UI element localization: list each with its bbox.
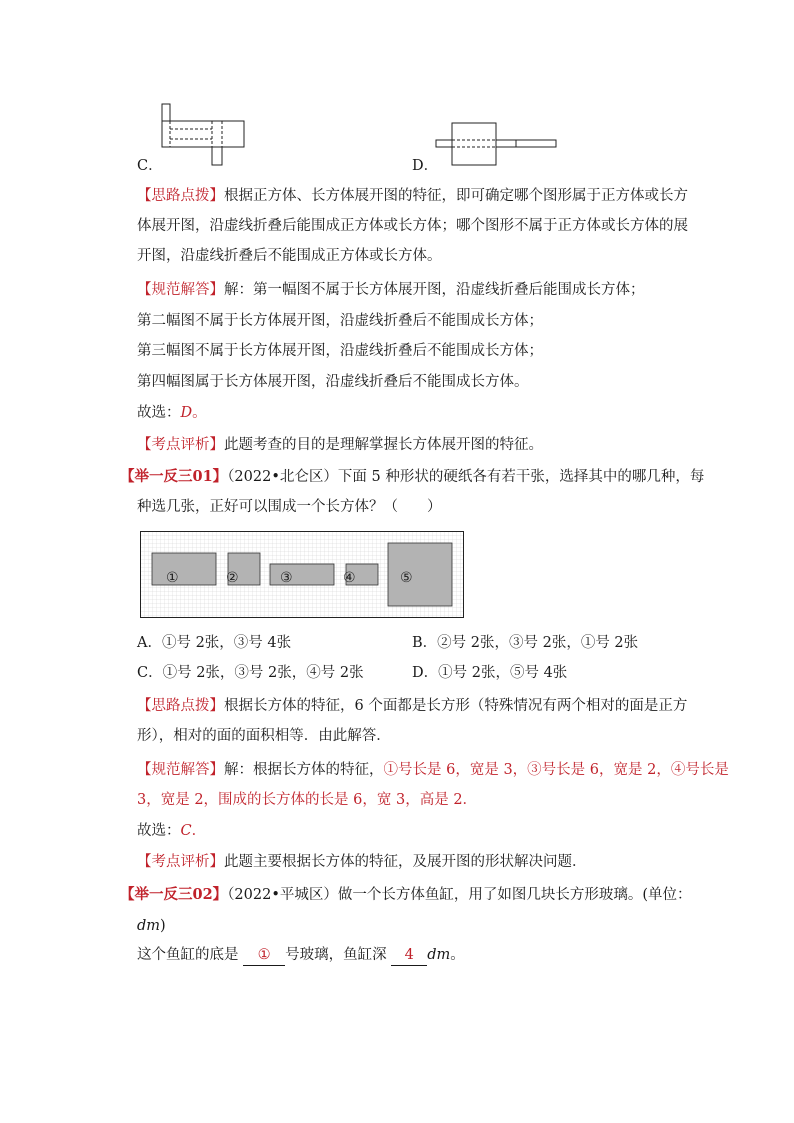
q1-eval-text: 此题考查的目的是理解掌握长方体展开图的特征。	[224, 437, 543, 453]
shape-1	[152, 553, 216, 585]
q1-answer-line-3: 第三幅图不属于长方体展开图，沿虚线折叠后不能围成长方体；	[137, 343, 543, 359]
q2-answer-text-black: 解：根据长方体的特征，	[224, 762, 384, 778]
q2-option-a: A．①号 2张，③号 4张	[137, 635, 292, 651]
q2-choice-value: C	[180, 823, 192, 839]
q1-hint-line-1	[137, 186, 688, 206]
q2-answer-tag: 【规范解答】	[137, 762, 224, 778]
q3-fill-unit: dm	[427, 947, 451, 963]
q3-title-tag: 【举一反三02】	[120, 886, 228, 903]
q2-choice-prefix: 故选：	[137, 823, 181, 839]
q1-choice-suffix: 。	[192, 405, 207, 421]
q3-unit: dm	[137, 918, 161, 934]
shape-label-1: ①	[166, 570, 179, 586]
q3-stem-text-1: （2022•平城区）做一个长方体鱼缸，用了如图几块长方形玻璃。(单位：	[227, 887, 692, 903]
q2-hint-line-1	[137, 696, 687, 716]
q3-stem-line-1	[120, 885, 692, 905]
net-figure-c	[158, 102, 250, 168]
q2-stem-line-2: 种选几张，正好可以围成一个长方体？（ ）	[137, 499, 442, 515]
q1-answer-text-1: 解：第一幅图不属于长方体展开图，沿虚线折叠后能围成长方体；	[224, 282, 645, 298]
q1-answer-line-1	[137, 280, 645, 300]
option-d-label: D．	[412, 158, 439, 174]
q1-hint-text-1: 根据正方体、长方体展开图的特征，即可确定哪个图形属于正方体或长方	[224, 188, 688, 204]
q2-shapes-figure	[140, 531, 464, 618]
q2-option-d: D．①号 2张，⑤号 4张	[412, 665, 568, 681]
q1-hint-line-3: 开图，沿虚线折叠后不能围成正方体或长方体。	[137, 248, 442, 264]
q2-stem-text-1: （2022•北仑区）下面 5 种形状的硬纸各有若干张，选择其中的哪几种，每	[227, 469, 705, 485]
q2-hint-text-1: 根据长方体的特征，6 个面都是长方形（特殊情况有两个相对的面是正方	[224, 698, 688, 714]
option-c-label: C．	[137, 158, 163, 174]
q2-choice	[137, 821, 206, 841]
q2-choice-suffix: ．	[191, 823, 207, 839]
q3-fill-sentence	[137, 945, 465, 966]
net-figure-d	[432, 120, 562, 168]
q2-answer-text-red: ①号长是 6，宽是 3，③号长是 6，宽是 2，④号长是	[383, 762, 729, 778]
q2-answer-line-2: 3，宽是 2，围成的长方体的长是 6，宽 3，高是 2．	[137, 792, 478, 808]
q1-answer-tag: 【规范解答】	[137, 282, 224, 298]
q3-fill-pre: 这个鱼缸的底是	[137, 947, 244, 963]
q2-hint-line-2: 形），相对的面的面积相等．由此解答．	[137, 728, 391, 744]
q1-evaluation	[137, 435, 543, 455]
q1-choice-prefix: 故选：	[137, 405, 181, 421]
q2-option-b: B．②号 2张，③号 2张，①号 2张	[412, 635, 639, 651]
shape-5	[388, 543, 452, 606]
q3-unit-suffix: )	[160, 918, 166, 934]
q2-eval-text: 此题主要根据长方体的特征，及展开图的形状解决问题．	[224, 854, 587, 870]
q2-answer-line-1	[137, 760, 729, 780]
q1-hint-line-2: 体展开图，沿虚线折叠后能围成正方体或长方体；哪个图形不属于正方体或长方体的展	[137, 218, 688, 234]
shape-label-2: ②	[226, 570, 239, 586]
q1-eval-tag: 【考点评析】	[137, 437, 224, 453]
q2-option-c: C．①号 2张，③号 2张，④号 2张	[137, 665, 364, 681]
shape-label-3: ③	[280, 570, 293, 586]
q2-title-tag: 【举一反三01】	[120, 468, 228, 485]
q1-choice	[137, 403, 207, 423]
q3-fill-end: 。	[450, 947, 465, 963]
q2-stem-line-1	[120, 467, 704, 487]
q3-fill-mid: 号玻璃，鱼缸深	[285, 947, 392, 963]
q2-hint-tag: 【思路点拨】	[137, 698, 224, 714]
q2-eval-tag: 【考点评析】	[137, 854, 224, 870]
q2-evaluation	[137, 852, 587, 872]
q1-answer-line-4: 第四幅图属于长方体展开图，沿虚线折叠后不能围成长方体。	[137, 374, 529, 390]
q1-hint-tag: 【思路点拨】	[137, 188, 224, 204]
q1-answer-line-2: 第二幅图不属于长方体展开图，沿虚线折叠后不能围成长方体；	[137, 313, 543, 329]
q3-blank-1: ①	[243, 945, 285, 966]
shape-label-4: ④	[343, 570, 356, 586]
q3-stem-line-2	[137, 916, 166, 936]
shape-label-5: ⑤	[400, 570, 413, 586]
q1-choice-value: D	[180, 405, 193, 421]
q3-blank-2: 4	[391, 945, 427, 966]
